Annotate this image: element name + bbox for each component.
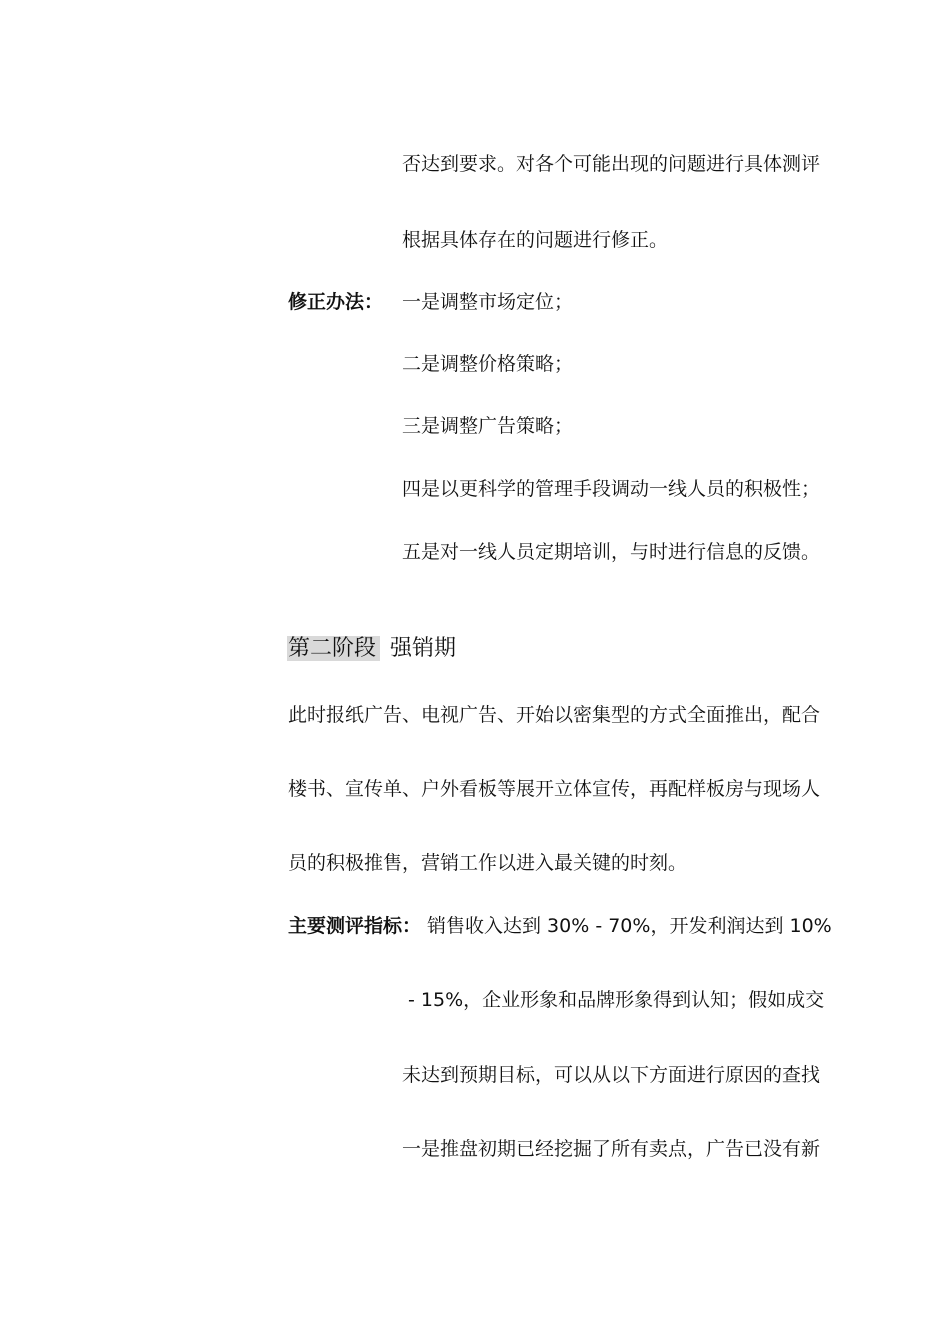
fix-item: 四是以更科学的管理手段调动一线人员的积极性； xyxy=(402,478,821,500)
metrics-row xyxy=(288,914,832,938)
paragraph-line: 楼书、宣传单、户外看板等展开立体宣传，再配样板房与现场人 xyxy=(288,778,821,800)
section-heading xyxy=(287,634,456,664)
fix-item: 五是对一线人员定期培训，与时进行信息的反馈。 xyxy=(402,541,821,563)
metrics-line: 一是推盘初期已经挖掘了所有卖点，广告已没有新 xyxy=(402,1138,821,1160)
text-line: 否达到要求。对各个可能出现的问题进行具体测评 xyxy=(402,153,821,175)
fix-methods-label: 修正办法： xyxy=(288,291,384,313)
fix-item: 一是调整市场定位； xyxy=(402,291,574,313)
fix-item: 二是调整价格策略； xyxy=(402,353,574,375)
text-line: 根据具体存在的问题进行修正。 xyxy=(402,229,669,251)
fix-item: 三是调整广告策略； xyxy=(402,415,574,437)
metrics-label: 主要测评指标： xyxy=(288,915,422,937)
stage-label: 第二阶段 xyxy=(287,636,380,661)
stage-title: 强销期 xyxy=(390,636,457,661)
paragraph-line: 员的积极推售，营销工作以进入最关键的时刻。 xyxy=(288,852,688,874)
metrics-line: 未达到预期目标，可以从以下方面进行原因的查找 xyxy=(402,1064,821,1086)
metrics-line: - 15%，企业形象和品牌形象得到认知；假如成交 xyxy=(408,989,825,1011)
metrics-line: 销售收入达到 30% - 70%，开发利润达到 10% xyxy=(427,915,832,937)
paragraph-line: 此时报纸广告、电视广告、开始以密集型的方式全面推出，配合 xyxy=(288,704,821,726)
fix-methods-row xyxy=(288,290,573,314)
